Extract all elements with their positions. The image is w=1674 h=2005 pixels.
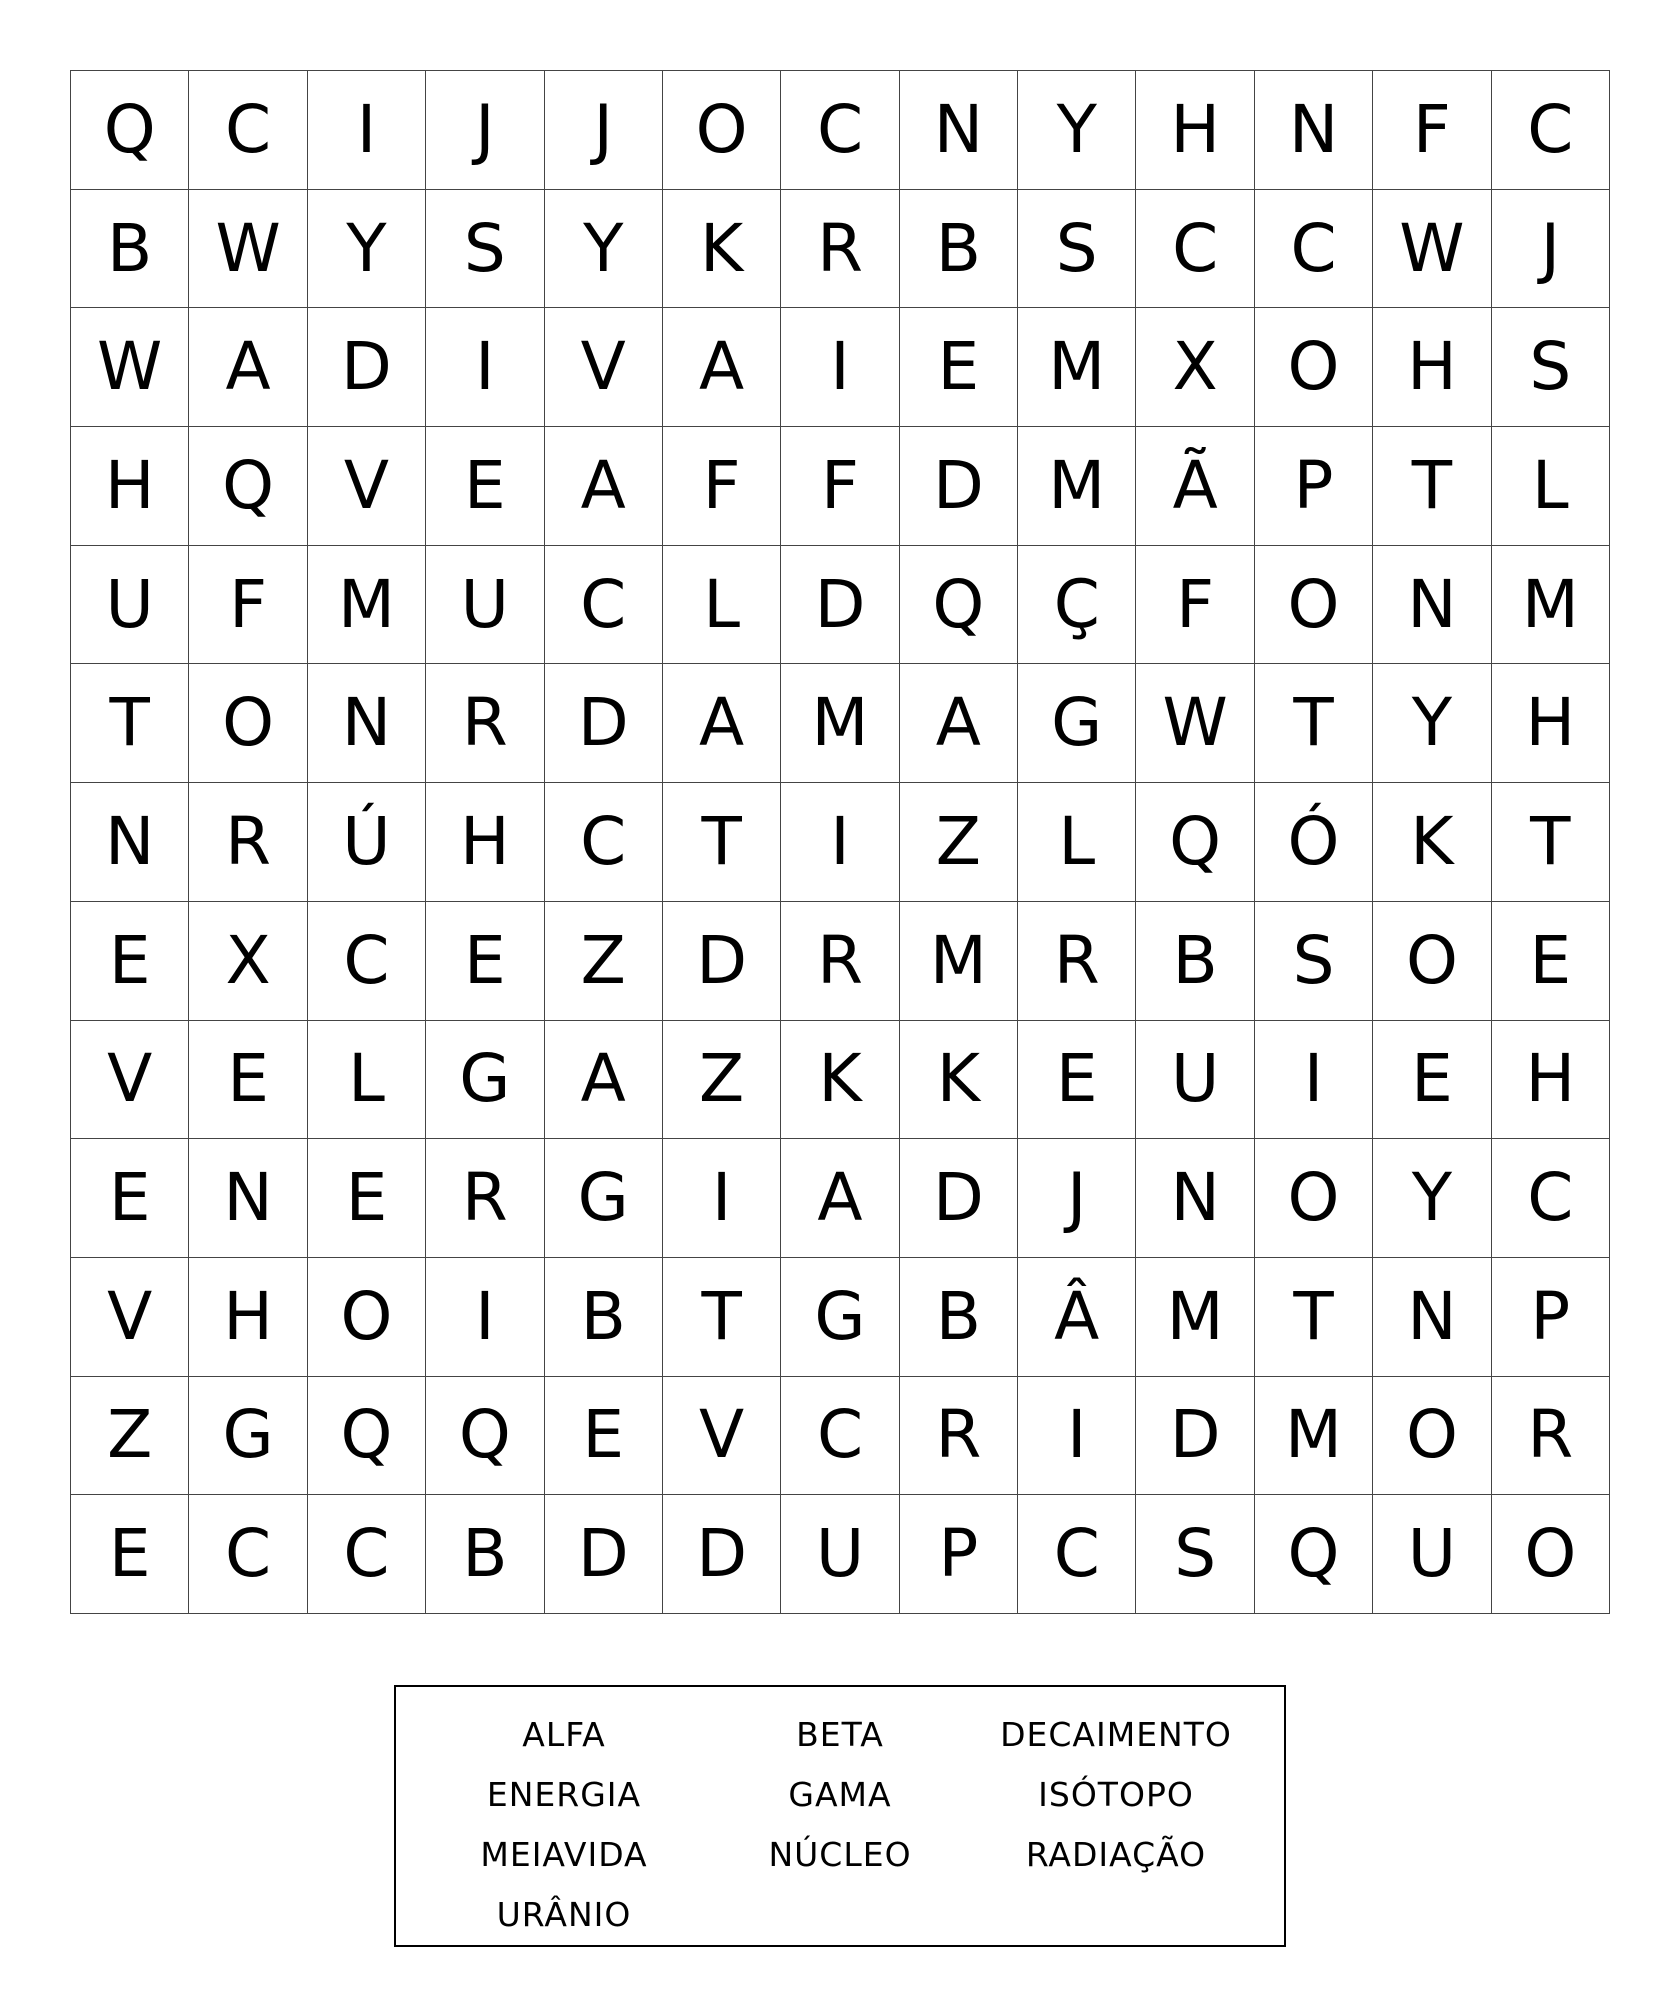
grid-cell[interactable]: F [189, 546, 307, 665]
word-list-column [978, 1705, 1254, 1945]
grid-cell[interactable]: C [308, 1495, 426, 1614]
grid-cell[interactable]: C [1492, 1139, 1610, 1258]
grid-cell[interactable]: T [1492, 783, 1610, 902]
grid-cell[interactable]: A [545, 427, 663, 546]
grid-cell[interactable]: Y [308, 190, 426, 309]
grid-cell[interactable]: Q [189, 427, 307, 546]
grid-cell[interactable]: U [426, 546, 544, 665]
word-list-item: ALFA [522, 1715, 606, 1754]
grid-cell[interactable]: I [663, 1139, 781, 1258]
grid-cell[interactable]: A [545, 1021, 663, 1140]
grid-cell[interactable]: U [1136, 1021, 1254, 1140]
grid-cell[interactable]: Y [545, 190, 663, 309]
grid-cell[interactable]: O [1255, 1139, 1373, 1258]
grid-cell[interactable]: A [781, 1139, 899, 1258]
grid-cell[interactable]: E [1492, 902, 1610, 1021]
grid-cell[interactable]: C [189, 1495, 307, 1614]
grid-cell[interactable]: E [900, 308, 1018, 427]
grid-cell[interactable]: H [1136, 71, 1254, 190]
grid-cell[interactable]: B [71, 190, 189, 309]
grid-cell[interactable]: D [663, 1495, 781, 1614]
grid-cell[interactable]: L [308, 1021, 426, 1140]
grid-cell[interactable]: Ã [1136, 427, 1254, 546]
grid-cell[interactable]: E [1373, 1021, 1491, 1140]
grid-cell[interactable]: E [71, 1495, 189, 1614]
grid-cell[interactable]: V [308, 427, 426, 546]
grid-cell[interactable]: Z [663, 1021, 781, 1140]
grid-cell[interactable]: E [426, 427, 544, 546]
word-list-column [702, 1705, 978, 1945]
grid-cell[interactable]: D [545, 1495, 663, 1614]
grid-cell[interactable]: Â [1018, 1258, 1136, 1377]
grid-cell[interactable]: W [1373, 190, 1491, 309]
grid-cell[interactable]: H [189, 1258, 307, 1377]
grid-cell[interactable]: M [1018, 308, 1136, 427]
grid-cell[interactable]: I [781, 308, 899, 427]
grid-cell[interactable]: V [71, 1021, 189, 1140]
grid-cell[interactable]: B [426, 1495, 544, 1614]
grid-cell[interactable]: L [1018, 783, 1136, 902]
grid-cell[interactable]: O [663, 71, 781, 190]
grid-cell[interactable]: V [545, 308, 663, 427]
grid-cell[interactable]: H [71, 427, 189, 546]
grid-cell[interactable]: Z [545, 902, 663, 1021]
grid-cell[interactable]: P [1255, 427, 1373, 546]
grid-cell[interactable]: E [189, 1021, 307, 1140]
word-list-item: BETA [796, 1715, 884, 1754]
grid-cell[interactable]: T [663, 1258, 781, 1377]
word-list-item: ISÓTOPO [1038, 1775, 1194, 1814]
grid-cell[interactable]: T [663, 783, 781, 902]
word-list-column [426, 1705, 702, 1945]
grid-cell[interactable]: N [900, 71, 1018, 190]
grid-cell[interactable]: I [308, 71, 426, 190]
grid-cell[interactable]: B [1136, 902, 1254, 1021]
grid-cell[interactable]: I [426, 308, 544, 427]
grid-cell[interactable]: I [426, 1258, 544, 1377]
grid-cell[interactable]: W [71, 308, 189, 427]
grid-cell[interactable]: O [1492, 1495, 1610, 1614]
grid-cell[interactable]: E [545, 1377, 663, 1496]
grid-cell[interactable]: M [900, 902, 1018, 1021]
grid-cell[interactable]: H [1492, 664, 1610, 783]
grid-cell[interactable]: G [189, 1377, 307, 1496]
grid-cell[interactable]: B [545, 1258, 663, 1377]
grid-cell[interactable]: Ó [1255, 783, 1373, 902]
grid-cell[interactable]: X [1136, 308, 1254, 427]
grid-cell[interactable]: C [781, 71, 899, 190]
grid-cell[interactable]: H [426, 783, 544, 902]
grid-cell[interactable]: R [900, 1377, 1018, 1496]
word-list-item: RADIAÇÃO [1025, 1835, 1207, 1874]
grid-cell[interactable]: M [1255, 1377, 1373, 1496]
grid-cell[interactable]: M [781, 664, 899, 783]
grid-cell[interactable]: G [781, 1258, 899, 1377]
grid-cell[interactable]: A [900, 664, 1018, 783]
grid-cell[interactable]: O [189, 664, 307, 783]
grid-cell[interactable]: C [1018, 1495, 1136, 1614]
grid-cell[interactable]: O [1373, 1377, 1491, 1496]
grid-cell[interactable]: M [1492, 546, 1610, 665]
grid-cell[interactable]: S [426, 190, 544, 309]
grid-cell[interactable]: C [1136, 190, 1254, 309]
grid-cell[interactable]: N [71, 783, 189, 902]
grid-cell[interactable]: K [900, 1021, 1018, 1140]
word-list-item: NÚCLEO [768, 1835, 912, 1874]
grid-cell[interactable]: N [189, 1139, 307, 1258]
grid-cell[interactable]: C [1255, 190, 1373, 309]
grid-cell[interactable]: N [308, 664, 426, 783]
grid-cell[interactable]: Ç [1018, 546, 1136, 665]
grid-cell[interactable]: A [189, 308, 307, 427]
grid-cell[interactable]: A [663, 664, 781, 783]
grid-cell[interactable]: T [1255, 1258, 1373, 1377]
grid-cell[interactable]: G [545, 1139, 663, 1258]
letter-grid [70, 70, 1610, 1614]
grid-cell[interactable]: F [1136, 546, 1254, 665]
grid-cell[interactable]: Y [1373, 1139, 1491, 1258]
word-list-item: ENERGIA [486, 1775, 642, 1814]
grid-cell[interactable]: D [308, 308, 426, 427]
grid-cell[interactable]: M [308, 546, 426, 665]
grid-cell[interactable]: G [426, 1021, 544, 1140]
word-list-item: URÂNIO [496, 1895, 632, 1934]
grid-cell[interactable]: B [900, 190, 1018, 309]
grid-cell[interactable]: T [71, 664, 189, 783]
grid-cell[interactable]: R [1492, 1377, 1610, 1496]
grid-cell[interactable]: X [189, 902, 307, 1021]
grid-cell[interactable]: J [1018, 1139, 1136, 1258]
grid-cell[interactable]: S [1255, 902, 1373, 1021]
grid-cell[interactable]: Q [71, 71, 189, 190]
grid-cell[interactable]: M [1136, 1258, 1254, 1377]
word-list-box [394, 1685, 1286, 1947]
grid-cell[interactable]: E [426, 902, 544, 1021]
grid-cell[interactable]: K [1373, 783, 1491, 902]
grid-cell[interactable]: N [1373, 1258, 1491, 1377]
grid-cell[interactable]: I [781, 783, 899, 902]
grid-cell[interactable]: O [1373, 902, 1491, 1021]
grid-cell[interactable]: R [426, 1139, 544, 1258]
grid-cell[interactable]: C [545, 546, 663, 665]
grid-cell[interactable]: Y [1373, 664, 1491, 783]
grid-cell[interactable]: R [781, 190, 899, 309]
grid-cell[interactable]: Q [426, 1377, 544, 1496]
grid-cell[interactable]: M [1018, 427, 1136, 546]
grid-cell[interactable]: U [71, 546, 189, 665]
grid-cell[interactable]: C [308, 902, 426, 1021]
grid-cell[interactable]: N [1136, 1139, 1254, 1258]
grid-cell[interactable]: S [1136, 1495, 1254, 1614]
grid-cell[interactable]: D [900, 427, 1018, 546]
grid-cell[interactable]: D [781, 546, 899, 665]
grid-cell[interactable]: Q [900, 546, 1018, 665]
grid-cell[interactable]: C [1492, 71, 1610, 190]
word-list-item: GAMA [788, 1775, 892, 1814]
grid-cell[interactable]: J [426, 71, 544, 190]
grid-cell[interactable]: K [663, 190, 781, 309]
word-list-item: MEIAVIDA [480, 1835, 648, 1874]
grid-cell[interactable]: O [308, 1258, 426, 1377]
grid-cell[interactable]: I [1018, 1377, 1136, 1496]
grid-cell[interactable]: I [1255, 1021, 1373, 1140]
grid-cell[interactable]: Y [1018, 71, 1136, 190]
grid-cell[interactable]: F [1373, 71, 1491, 190]
word-list-item: DECAIMENTO [1000, 1715, 1232, 1754]
grid-cell[interactable]: R [189, 783, 307, 902]
grid-cell[interactable]: Q [308, 1377, 426, 1496]
grid-cell[interactable]: D [900, 1139, 1018, 1258]
grid-cell[interactable]: P [1492, 1258, 1610, 1377]
grid-cell[interactable]: J [1492, 190, 1610, 309]
grid-cell[interactable]: D [545, 664, 663, 783]
grid-cell[interactable]: T [1255, 664, 1373, 783]
grid-cell[interactable]: N [1255, 71, 1373, 190]
grid-cell[interactable]: C [545, 783, 663, 902]
grid-cell[interactable]: P [900, 1495, 1018, 1614]
grid-cell[interactable]: W [1136, 664, 1254, 783]
grid-cell[interactable]: O [1255, 546, 1373, 665]
grid-cell[interactable]: E [1018, 1021, 1136, 1140]
grid-cell[interactable]: V [71, 1258, 189, 1377]
grid-cell[interactable]: N [1373, 546, 1491, 665]
grid-cell[interactable]: V [663, 1377, 781, 1496]
grid-cell[interactable]: G [1018, 664, 1136, 783]
grid-cell[interactable]: O [1255, 308, 1373, 427]
grid-cell[interactable]: S [1018, 190, 1136, 309]
grid-cell[interactable]: Q [1255, 1495, 1373, 1614]
grid-cell[interactable]: C [189, 71, 307, 190]
grid-cell[interactable]: L [1492, 427, 1610, 546]
grid-cell[interactable]: R [781, 902, 899, 1021]
grid-cell[interactable]: H [1492, 1021, 1610, 1140]
grid-cell[interactable]: J [545, 71, 663, 190]
grid-cell[interactable]: L [663, 546, 781, 665]
grid-cell[interactable]: U [781, 1495, 899, 1614]
grid-cell[interactable]: U [1373, 1495, 1491, 1614]
grid-cell[interactable]: E [71, 1139, 189, 1258]
grid-cell[interactable]: Q [1136, 783, 1254, 902]
grid-cell[interactable]: W [189, 190, 307, 309]
grid-cell[interactable]: B [900, 1258, 1018, 1377]
grid-cell[interactable]: H [1373, 308, 1491, 427]
grid-cell[interactable]: A [663, 308, 781, 427]
grid-cell[interactable]: T [1373, 427, 1491, 546]
grid-cell[interactable]: E [71, 902, 189, 1021]
grid-cell[interactable]: D [1136, 1377, 1254, 1496]
grid-cell[interactable]: D [663, 902, 781, 1021]
grid-cell[interactable]: E [308, 1139, 426, 1258]
grid-cell[interactable]: Z [900, 783, 1018, 902]
grid-cell[interactable]: S [1492, 308, 1610, 427]
grid-cell[interactable]: Z [71, 1377, 189, 1496]
grid-cell[interactable]: C [781, 1377, 899, 1496]
grid-cell[interactable]: R [1018, 902, 1136, 1021]
grid-cell[interactable]: K [781, 1021, 899, 1140]
grid-cell[interactable]: F [781, 427, 899, 546]
grid-cell[interactable]: Ú [308, 783, 426, 902]
grid-cell[interactable]: R [426, 664, 544, 783]
grid-cell[interactable]: F [663, 427, 781, 546]
